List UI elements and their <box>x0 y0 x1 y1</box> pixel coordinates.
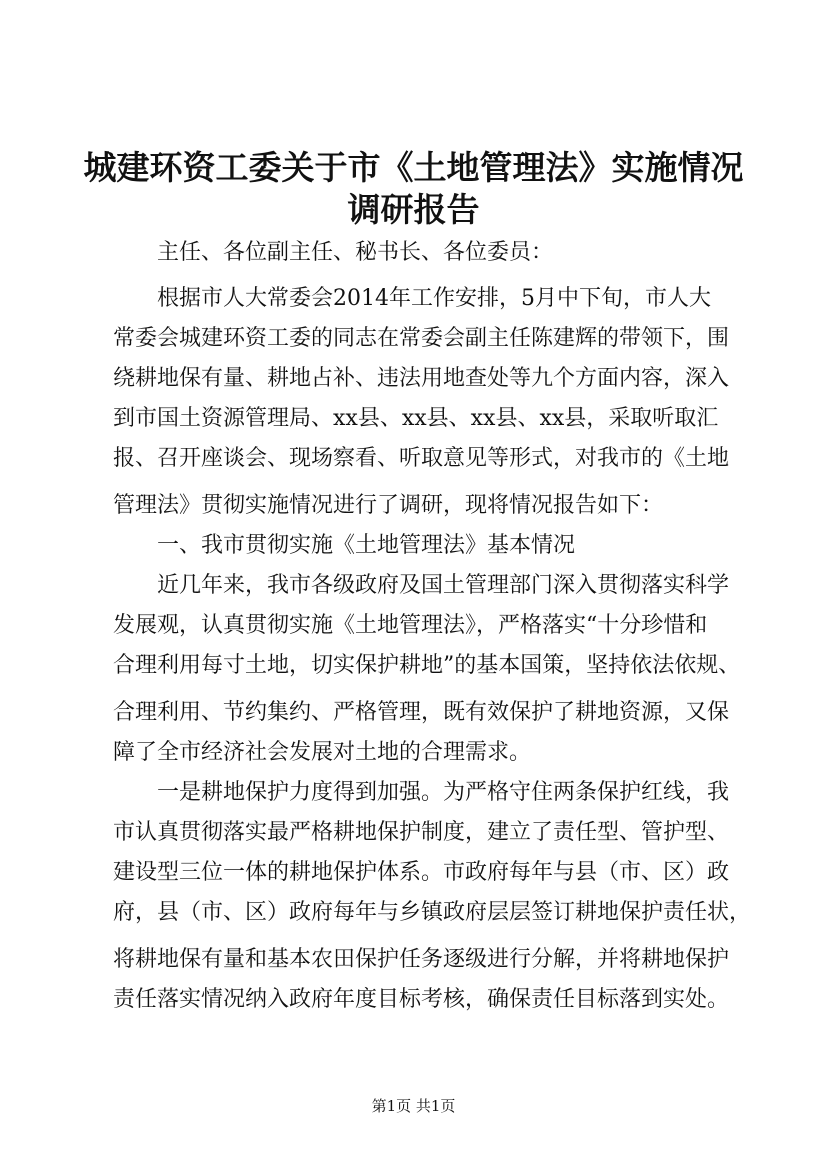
body-line: 根据市人大常委会2014年工作安排，5月中下旬，市人大 <box>113 286 711 311</box>
body-line: 建设型三位一体的耕地保护体系。市政府每年与县（市、区）政 <box>113 860 730 885</box>
body-line: 报、召开座谈会、现场察看、听取意见等形式，对我市的《土地 <box>113 446 730 471</box>
body-line: 一是耕地保护力度得到加强。为严格守住两条保护红线，我 <box>113 780 730 805</box>
body-line: 将耕地保有量和基本农田保护任务逐级进行分解，并将耕地保护 <box>113 947 730 972</box>
section-heading: 一、我市贯彻实施《土地管理法》基本情况 <box>113 533 576 558</box>
body-line: 近几年来，我市各级政府及国土管理部门深入贯彻落实科学 <box>113 573 730 598</box>
body-line: 市认真贯彻落实最严格耕地保护制度，建立了责任型、管护型、 <box>113 820 730 845</box>
body-line: 发展观，认真贯彻实施《土地管理法》，严格落实“十分珍惜和 <box>113 613 708 638</box>
body-line: 合理利用、节约集约、严格管理，既有效保护了耕地资源，又保 <box>113 700 730 725</box>
body-line: 主任、各位副主任、秘书长、各位委员： <box>113 240 554 265</box>
page-footer: 第1页 共1页 <box>371 1097 456 1115</box>
body-line: 绕耕地保有量、耕地占补、违法用地查处等九个方面内容，深入 <box>113 366 730 391</box>
document-title-line-1: 城建环资工委关于市《土地管理法》实施情况 <box>83 148 744 187</box>
body-line: 常委会城建环资工委的同志在常委会副主任陈建辉的带领下，围 <box>113 326 730 351</box>
document-title-line-2: 调研报告 <box>347 190 480 229</box>
body-line: 到市国土资源管理局、xx县、xx县、xx县、xx县，采取听取汇 <box>113 406 719 431</box>
body-line: 障了全市经济社会发展对土地的合理需求。 <box>113 740 532 765</box>
body-line: 责任落实情况纳入政府年度目标考核，确保责任目标落到实处。 <box>113 987 730 1012</box>
body-line: 管理法》贯彻实施情况进行了调研，现将情况报告如下： <box>113 493 664 518</box>
body-line: 合理利用每寸土地，切实保护耕地”的基本国策，坚持依法依规、 <box>113 653 741 678</box>
body-line: 府，县（市、区）政府每年与乡镇政府层层签订耕地保护责任状， <box>113 900 752 925</box>
